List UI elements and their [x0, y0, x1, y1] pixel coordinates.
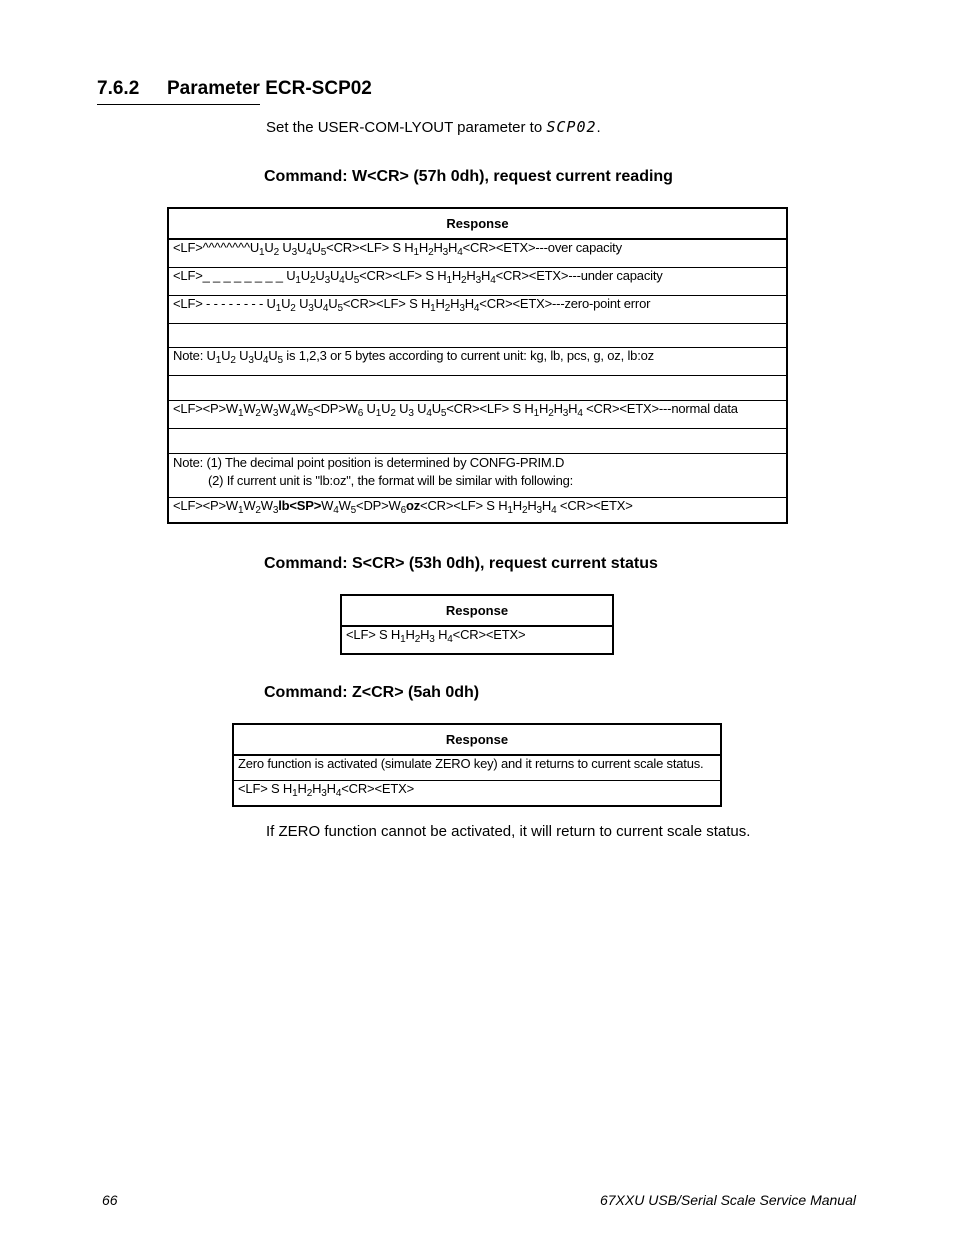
command-s-response-table [340, 594, 614, 655]
lb-sp-token: lb<SP> [278, 497, 322, 513]
zero-description-row: Zero function is activated (simulate ZERO key) and it returns to current scale status. [233, 755, 721, 780]
table-header: Response [233, 724, 721, 755]
table-header-row [233, 724, 721, 755]
status-response-row: <LF> S $H_1H_2H_3$ $H_4<CR><ETX>$ [341, 626, 613, 654]
decimal-note-line-1: Note: (1) The decimal point position is determined by CONFG-PRIM.D [173, 454, 565, 470]
footer-doc-title: 67XXU USB/Serial Scale Service Manual [599, 1192, 856, 1208]
table-row [168, 295, 787, 323]
table-header: Response [341, 595, 613, 626]
section-heading [97, 78, 372, 105]
oz-token: oz [406, 497, 421, 513]
intro-paragraph [266, 118, 601, 136]
page-number: 66 [102, 1192, 118, 1208]
response-row-under-capacity: <LF>_ _ _ _ _ _ _ _ $U_1U_2U_3U_4U_5<CR><LF> S$ $H_1H_2H_3H_4<CR><ETX>--$-under capacity [168, 267, 787, 295]
lb-oz-part-a: $<LF><P>W_1W_2W_3$ [173, 497, 279, 516]
empty-row [168, 375, 787, 400]
response-row-normal-data: $<LF><P>W_1W_2W_3W_4W_5<DP>W_6$ $U_1U_2$ $U_3$ $U_4U_5<CR><LF> S$ $H_1H_2H_3H_4$ <CR><ETX>---normal data [168, 400, 787, 428]
table-row [168, 239, 787, 267]
response-row-zero-point-error: <LF> - - - - - - - - $U_1U_2$ $U_3U_4U_5<CR><LF> S$ $H_1H_2H_3H_4<CR><ETX>---zero$-point error [168, 295, 787, 323]
intro-text: Set the USER-COM-LYOUT parameter to [266, 119, 543, 136]
section-number: 7.6.2 [97, 78, 140, 99]
section-title: Parameter ECR-SCP02 [167, 78, 372, 99]
empty-row [168, 323, 787, 347]
intro-end: . [596, 119, 601, 136]
lcd-parameter-value: SCP02 [546, 118, 597, 136]
table-header: Response [168, 208, 787, 239]
table-row [233, 755, 721, 780]
table-row [168, 347, 787, 375]
empty-row [168, 428, 787, 453]
table-header-row [168, 208, 787, 239]
closing-paragraph: If ZERO function cannot be activated, it will return to current scale status. [266, 823, 751, 840]
lb-oz-format-row [168, 497, 787, 523]
command-z-response-table [232, 723, 722, 807]
command-w-response-table [167, 207, 788, 524]
table-header-row [341, 595, 613, 626]
lb-oz-part-e: <CR><LF> S $H_1H_2H_3H_4 <CR><ETX>$ [420, 497, 633, 516]
table-row [341, 626, 613, 654]
table-row [168, 453, 787, 497]
table-row [233, 780, 721, 806]
response-row-over-capacity: $<LF>\^{}\^{}\^{}\^{}\^{}\^{}\^{}\^{}U_1U_2$ $U_3U_4U_5<CR><LF> S$ $H_1H_2H_3H_4<CR><ETX>--$-over capacity [168, 239, 787, 267]
zero-response-row: <LF> S $H_1H_2H_3H_4<CR><ETX>$ [233, 780, 721, 806]
table-row [168, 323, 787, 347]
decimal-note-cell [168, 453, 787, 497]
table-row [168, 497, 787, 523]
command-w-title: Command: W<CR> (57h 0dh), request current reading [264, 168, 673, 185]
lb-oz-part-c: $W_4W_5<DP>W_6$ [321, 497, 406, 516]
command-s-title: Command: S<CR> (53h 0dh), request current status [264, 555, 658, 572]
table-row [168, 400, 787, 428]
table-row [168, 428, 787, 453]
decimal-note-line-2: (2) If current unit is "lb:oz", the format will be similar with following: [208, 472, 574, 488]
command-z-title: Command: Z<CR> (5ah 0dh) [264, 684, 480, 701]
unit-note-row: Note: $U_1U_2$ $U_3U_4U_5$ is 1,2,3 or 5 bytes according to current unit: kg, lb, pcs, g, oz, lb:oz [168, 347, 787, 375]
table-row [168, 267, 787, 295]
table-row [168, 375, 787, 400]
